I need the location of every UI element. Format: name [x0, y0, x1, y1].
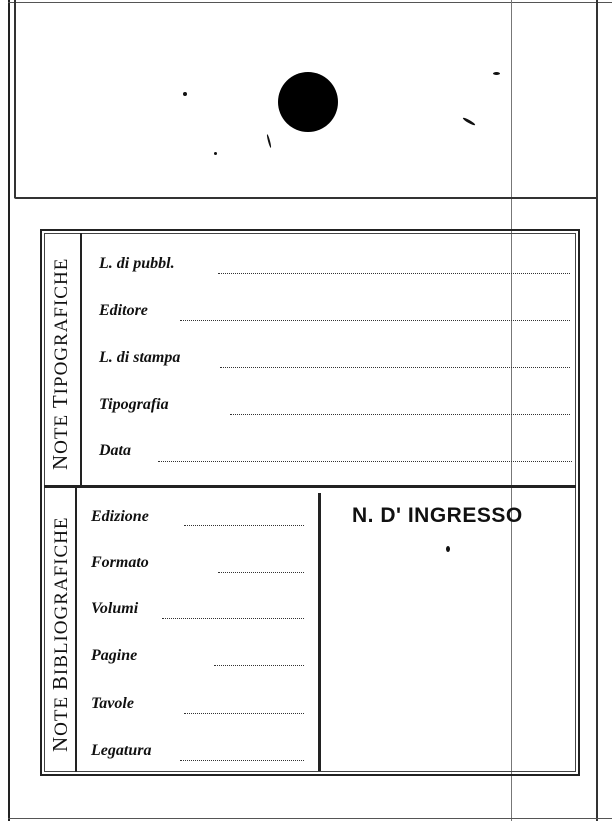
field-label-data: Data — [99, 442, 131, 459]
field-line-legatura[interactable] — [180, 759, 304, 761]
tab-bottom-edge — [14, 197, 598, 199]
field-label-edizione: Edizione — [91, 508, 149, 525]
tipografiche-title-divider — [80, 233, 82, 485]
bibliografiche-title-divider — [75, 488, 77, 772]
section-divider — [44, 485, 576, 488]
field-line-luogo-stampa[interactable] — [220, 366, 570, 368]
field-line-edizione[interactable] — [184, 524, 304, 526]
ink-speck — [266, 134, 272, 148]
ink-speck — [493, 72, 500, 75]
field-label-volumi: Volumi — [91, 600, 139, 617]
field-line-tipografia[interactable] — [230, 413, 570, 415]
field-line-volumi[interactable] — [162, 617, 304, 619]
card-bottom-edge — [8, 818, 612, 819]
field-label-legatura: Legatura — [91, 742, 152, 759]
card-right-edge — [596, 0, 598, 821]
field-line-editore[interactable] — [180, 319, 570, 321]
field-label-pagine: Pagine — [91, 647, 138, 664]
card-left-edge — [8, 0, 10, 821]
field-label-formato: Formato — [91, 554, 149, 571]
ingresso-label: N. D' INGRESSO — [352, 504, 523, 527]
field-line-luogo-pubblicazione[interactable] — [218, 272, 570, 274]
field-label-luogo-stampa: L. di stampa — [99, 349, 181, 366]
ink-speck — [183, 92, 187, 96]
ink-speck — [214, 152, 217, 155]
tipografiche-title: NOTE TIPOGRAFICHE — [48, 257, 72, 470]
ingresso-divider — [318, 493, 321, 771]
field-label-luogo-pubblicazione: L. di pubbl. — [99, 255, 175, 272]
field-line-pagine[interactable] — [214, 664, 304, 666]
field-line-formato[interactable] — [218, 571, 304, 573]
field-line-data[interactable] — [158, 460, 572, 462]
punch-hole — [278, 72, 338, 132]
field-label-tavole: Tavole — [91, 695, 134, 712]
field-label-tipografia: Tipografia — [99, 396, 169, 413]
ink-speck — [462, 117, 476, 127]
field-label-editore: Editore — [99, 302, 148, 319]
card-top-edge — [8, 2, 612, 3]
field-line-tavole[interactable] — [184, 712, 304, 714]
bibliografiche-title: NOTE BIBLIOGRAFICHE — [48, 516, 72, 752]
tab-left-edge — [14, 0, 16, 198]
